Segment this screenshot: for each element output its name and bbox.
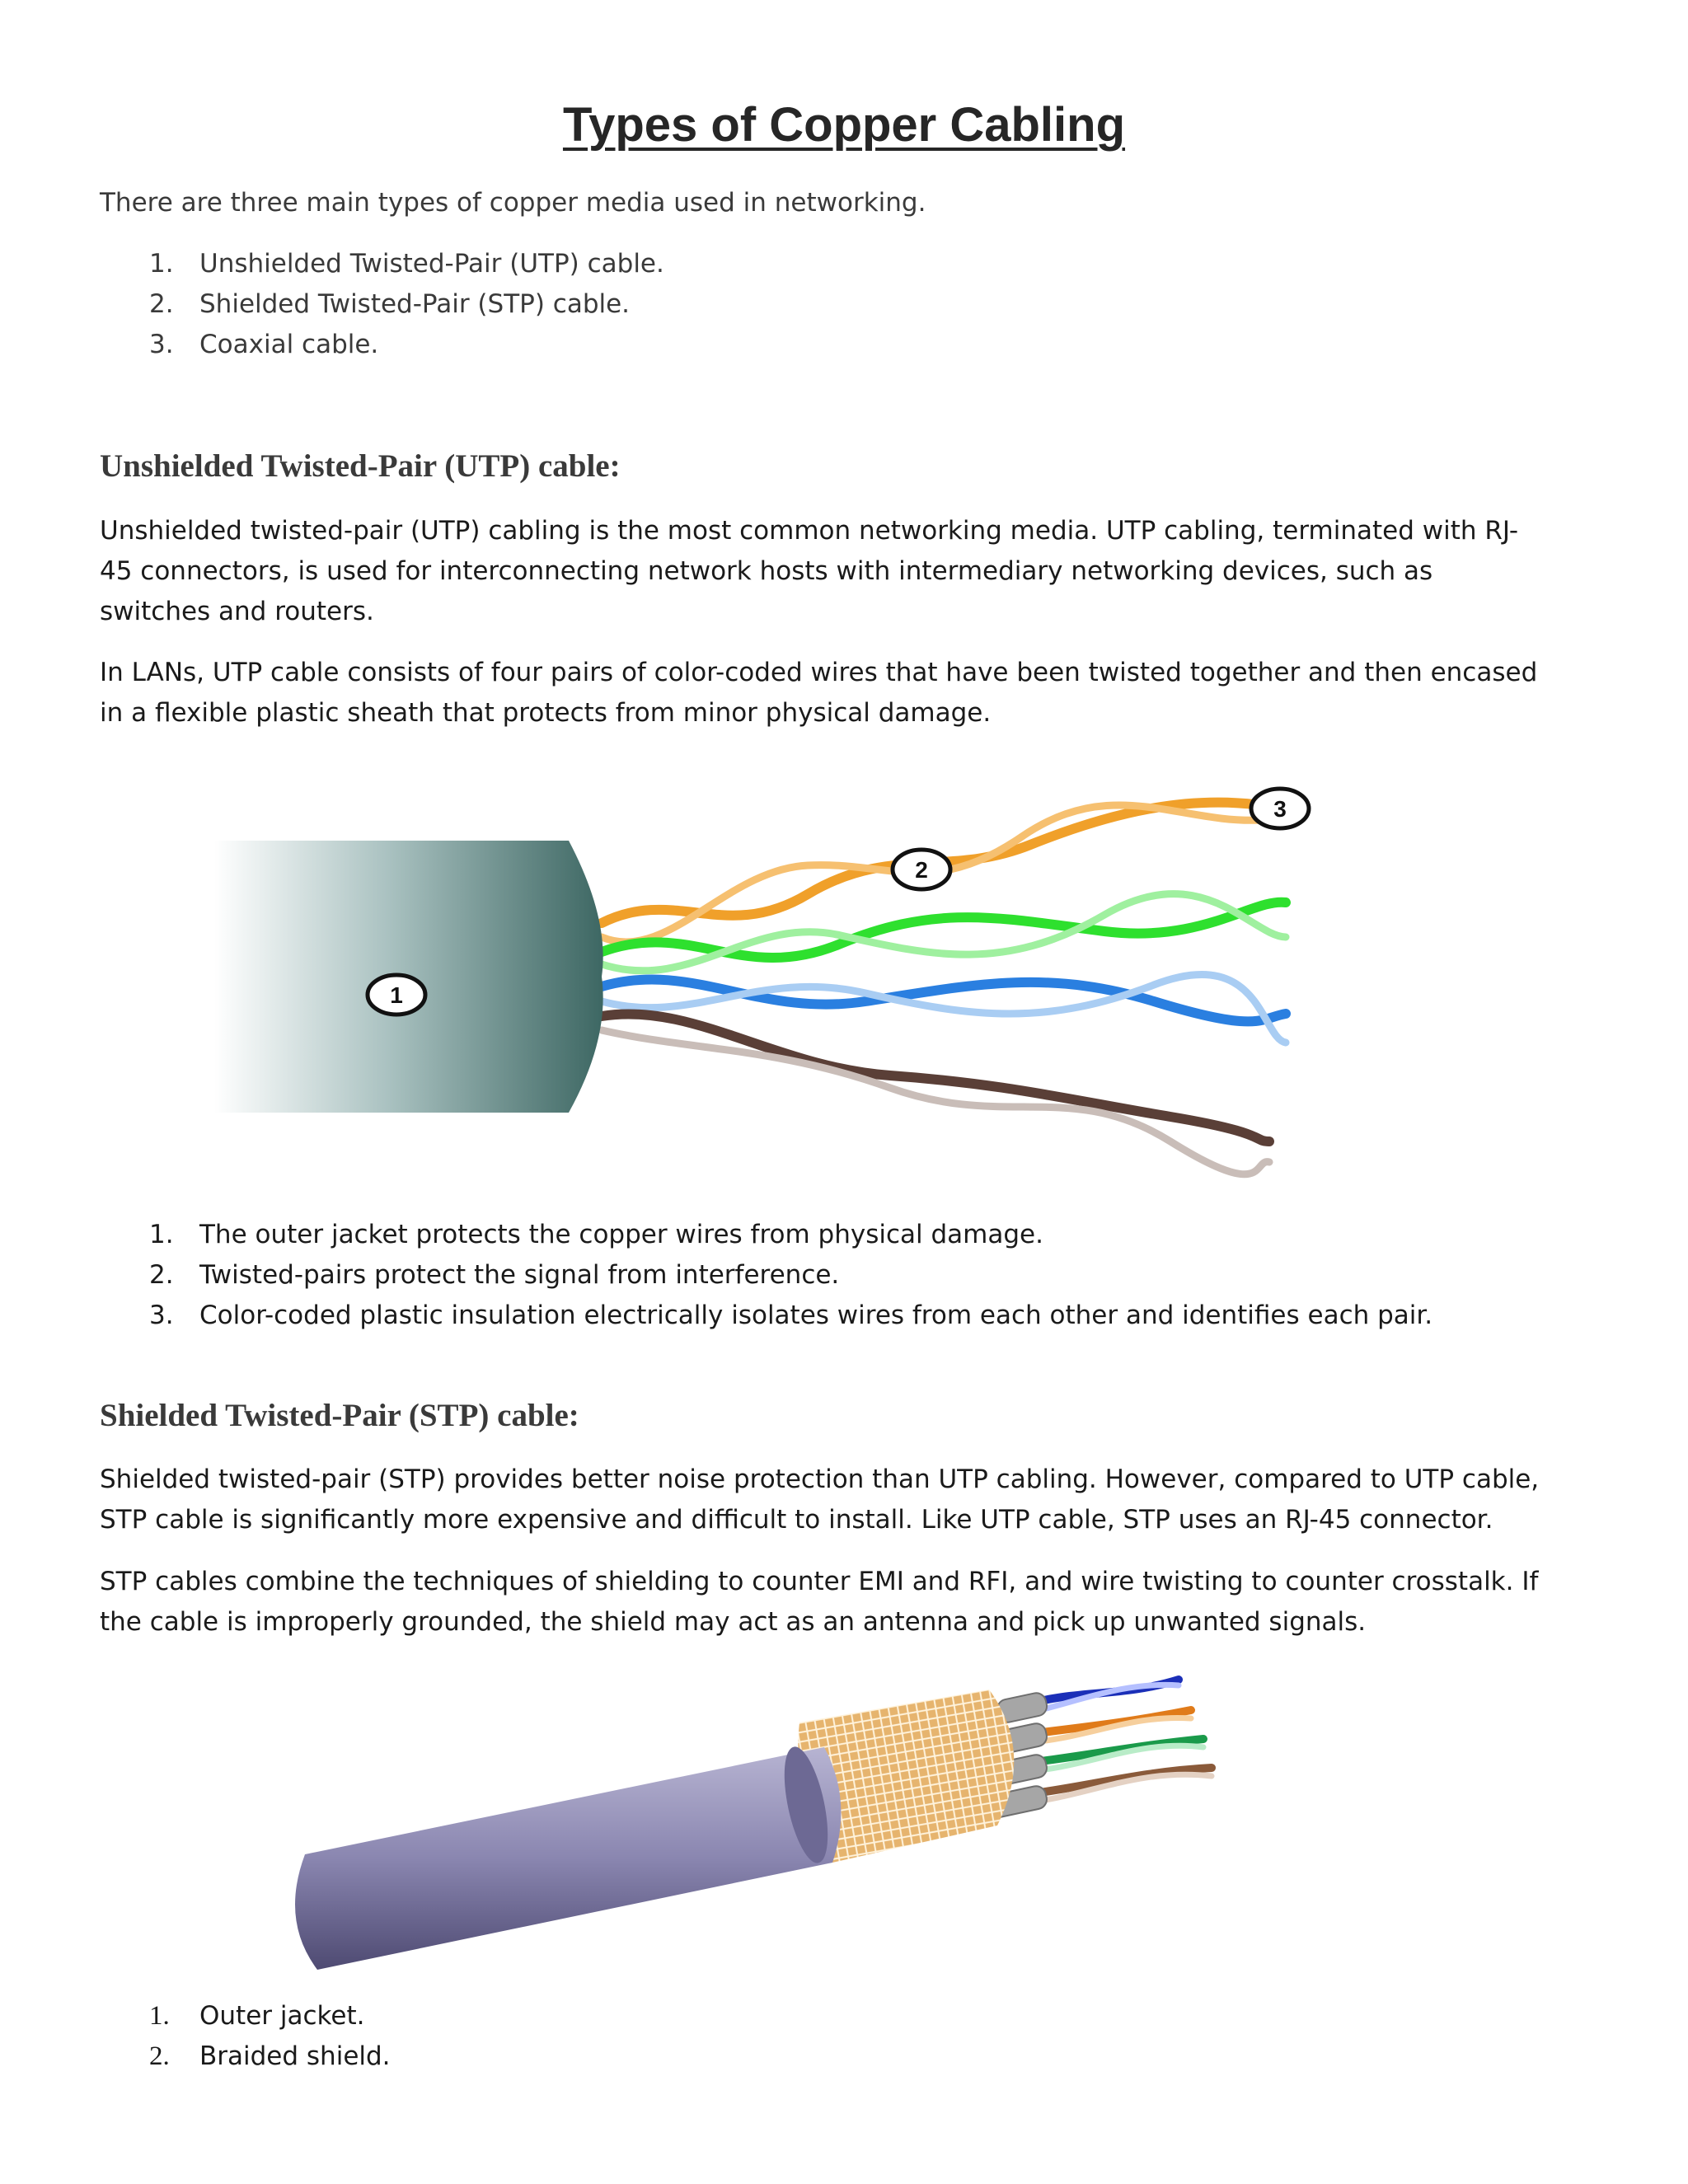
list-item: 1. The outer jacket protects the copper wires from physical damage. xyxy=(149,1220,1043,1249)
cable-types-list xyxy=(100,244,664,365)
svg-text:1: 1 xyxy=(390,982,403,1008)
callout-2 xyxy=(893,850,950,889)
list-item: 2. Braided shield. xyxy=(149,2041,391,2071)
stp-paragraph-2: STP cables combine the techniques of shielding to counter EMI and RFI, and wire twisting to counter crosstalk. If the cable is improperly grounded, the shield may act as an antenna and pick up unwanted signals. xyxy=(100,1567,1539,1637)
intro-paragraph: There are three main types of copper media used in networking. xyxy=(100,188,926,218)
utp-heading: Unshielded Twisted-Pair (UTP) cable: xyxy=(100,448,621,484)
stp-components-list xyxy=(100,1996,391,2077)
utp-paragraph-2: In LANs, UTP cable consists of four pairs of color-coded wires that have been twisted together and then encased in a flexible plastic sheath that protects from minor physical damage. xyxy=(100,658,1538,728)
utp-paragraph-1: Unshielded twisted-pair (UTP) cabling is the most common networking media. UTP cabling, terminated with RJ-45 connectors, is used for interconnecting network hosts with intermediary networking devices, such as switches and routers. xyxy=(100,516,1519,626)
utp-cable-figure xyxy=(99,754,1385,1183)
list-item: 2. Twisted-pairs protect the signal from interference. xyxy=(149,1260,840,1290)
stp-twisted-pairs xyxy=(1022,1680,1212,1803)
svg-text:3: 3 xyxy=(1273,796,1287,822)
stp-heading: Shielded Twisted-Pair (STP) cable: xyxy=(100,1398,579,1433)
stp-paragraph-1: Shielded twisted-pair (STP) provides better noise protection than UTP cabling. However, compared to UTP cable, STP cable is significantly more expensive and difficult to install. Like UTP cable, STP uses an RJ-45 connector. xyxy=(100,1465,1540,1535)
stp-outer-jacket xyxy=(295,1747,841,1970)
callout-1 xyxy=(368,975,425,1015)
list-item: 1. Outer jacket. xyxy=(149,2001,365,2031)
svg-text:2: 2 xyxy=(915,857,928,883)
page-title: Types of Copper Cabling xyxy=(562,98,1126,152)
callout-3 xyxy=(1251,789,1309,828)
list-item: 3. Coaxial cable. xyxy=(149,330,379,359)
utp-components-list xyxy=(100,1215,1432,1336)
list-item: 3. Color-coded plastic insulation electrically isolates wires from each other and identifies each pair. xyxy=(149,1301,1433,1330)
stp-cable-figure xyxy=(264,1657,1401,1970)
list-item: 2. Shielded Twisted-Pair (STP) cable. xyxy=(149,289,631,319)
list-item: 1. Unshielded Twisted-Pair (UTP) cable. xyxy=(149,249,664,279)
